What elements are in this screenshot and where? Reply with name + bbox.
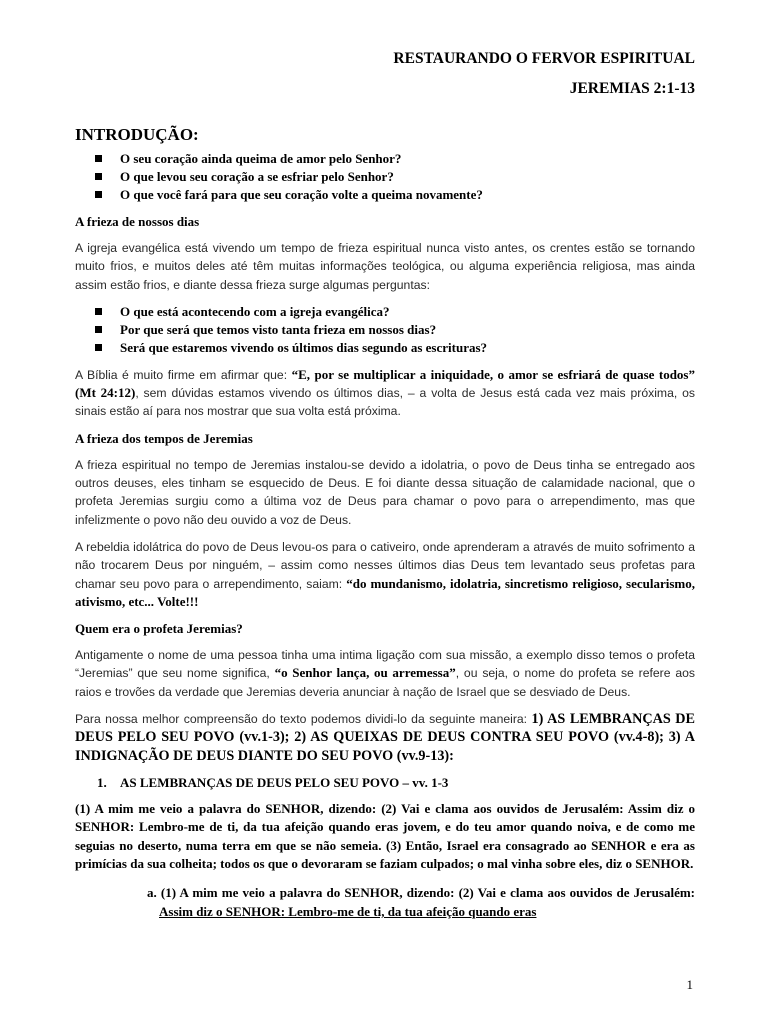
page-number: 1: [686, 977, 693, 992]
bible-quote: “E, por se multiplicar a iniquidade, o amor se esfriará de quase todos” (Mt 24:12): [75, 366, 695, 401]
emphasis-text: “o Senhor lança, ou arremessa”: [274, 665, 456, 681]
sub-point: [147, 883, 695, 921]
section-heading: A frieza de nossos dias: [75, 214, 200, 229]
text-span: a. (1) A mim me veio a palavra do SENHOR, dizendo: (2) Vai e clama aos ouvidos de Jerusalém:: [147, 885, 695, 901]
list-item: O que levou seu coração a se esfriar pelo Senhor?: [95, 168, 695, 186]
section-heading: Quem era o profeta Jeremias?: [75, 621, 243, 637]
text-span: , sem dúvidas estamos vivendo os últimos dias, – a volta de Jesus está cada vez mais próxima, os sinais estão aí para nos mostrar que sua volta está próxima.: [75, 386, 695, 419]
list-item: Por que será que temos visto tanta frieza em nossos dias?: [95, 321, 695, 339]
paragraph: [75, 538, 695, 611]
list-item: Será que estaremos vivendo os últimos dias segundo as escrituras?: [95, 339, 695, 357]
paragraph: A igreja evangélica está vivendo um tempo de frieza espiritual nunca visto antes, os crentes estão se tornando muito frios, e muitos deles até têm muitas informações teológica, ou alguma experiência religiosa, mas ainda assim estão frios, e diante dessa frieza surge algumas perguntas:: [75, 241, 695, 292]
paragraph: [75, 646, 695, 701]
intro-question-list: [75, 150, 695, 204]
point-number: 1.: [97, 774, 107, 790]
paragraph: A frieza espiritual no tempo de Jeremias instalou-se devido a idolatria, o povo de Deus tinha se entregado aos outros deuses, eles tinham se esquecido de Deus. E foi diante dessa situação de calamidade nacional, que o profeta Jeremias surgiu como a última voz de Deus para chamar o povo para o arrependimento, mas que infelizmente o povo não deu ouvido a voz de Deus.: [75, 457, 695, 527]
list-item: O que está acontecendo com a igreja evangélica?: [95, 303, 695, 321]
paragraph: [75, 366, 695, 421]
document-body: [75, 125, 695, 921]
text-span: Antigamente o nome de uma pessoa tinha uma intima ligação com sua missão, a exemplo disso temos o profeta “Jeremias” que seu nome significa,: [75, 648, 695, 681]
scripture-reference: JEREMIAS 2:1-13: [569, 80, 695, 97]
list-item: O seu coração ainda queima de amor pelo Senhor?: [95, 150, 695, 168]
text-span: , ou seja, o nome do profeta se refere aos raios e trovões da verdade que Jeremias deveria anunciar à nação de Israel que se desviado de Deus.: [75, 666, 695, 699]
paragraph: [75, 710, 695, 765]
bible-passage: (1) A mim me veio a palavra do SENHOR, dizendo: (2) Vai e clama aos ouvidos de Jerusalém: Assim diz o SENHOR: Lembro-me de ti, da tua afeição quando eras jovem, e do teu amor quando noiva, e de como me seguias no deserto, numa terra em que se não semeia. (3) Então, Israel era consagrado ao SENHOR e era as primícias da sua colheita; todos os que o devoraram se faziam culpados; o mal vinha sobre eles, diz o SENHOR.: [75, 800, 695, 871]
section-heading: A frieza dos tempos de Jeremias: [75, 430, 253, 446]
intro-heading: INTRODUÇÃO:: [75, 125, 199, 144]
emphasis-text: “do mundanismo, idolatria, sincretismo religioso, secularismo, ativismo, etc... Volte!!!: [75, 575, 695, 609]
text-span: A rebeldia idolátrica do povo de Deus levou-os para o cativeiro, onde aprenderam a através de muito sofrimento a não trocarem Deus por ninguém, – assim como nesses últimos dias Deus tem levantado seus profetas para chamar seu povo para o arrependimento, saiam:: [75, 539, 695, 591]
outline-summary: 1) AS LEMBRANÇAS DE DEUS PELO SEU POVO (vv.1-3); 2) AS QUEIXAS DE DEUS CONTRA SEU POVO (vv.4-8); 3) A INDIGNAÇÃO DE DEUS DIANTE DO SEU POVO (vv.9-13):: [75, 711, 696, 764]
text-span: Para nossa melhor compreensão do texto podemos dividi-lo da seguinte maneira:: [75, 712, 532, 727]
point-heading: [75, 774, 695, 792]
underlined-text: Assim diz o SENHOR: Lembro-me de ti, da tua afeição quando eras: [159, 904, 537, 920]
document-title: RESTAURANDO O FERVOR ESPIRITUAL: [393, 50, 695, 67]
list-item: O que você fará para que seu coração volte a queima novamente?: [95, 186, 695, 204]
question-list: [75, 303, 695, 357]
text-span: A Bíblia é muito firme em afirmar que:: [75, 367, 292, 382]
point-title: AS LEMBRANÇAS DE DEUS PELO SEU POVO – vv. 1-3: [120, 774, 449, 790]
